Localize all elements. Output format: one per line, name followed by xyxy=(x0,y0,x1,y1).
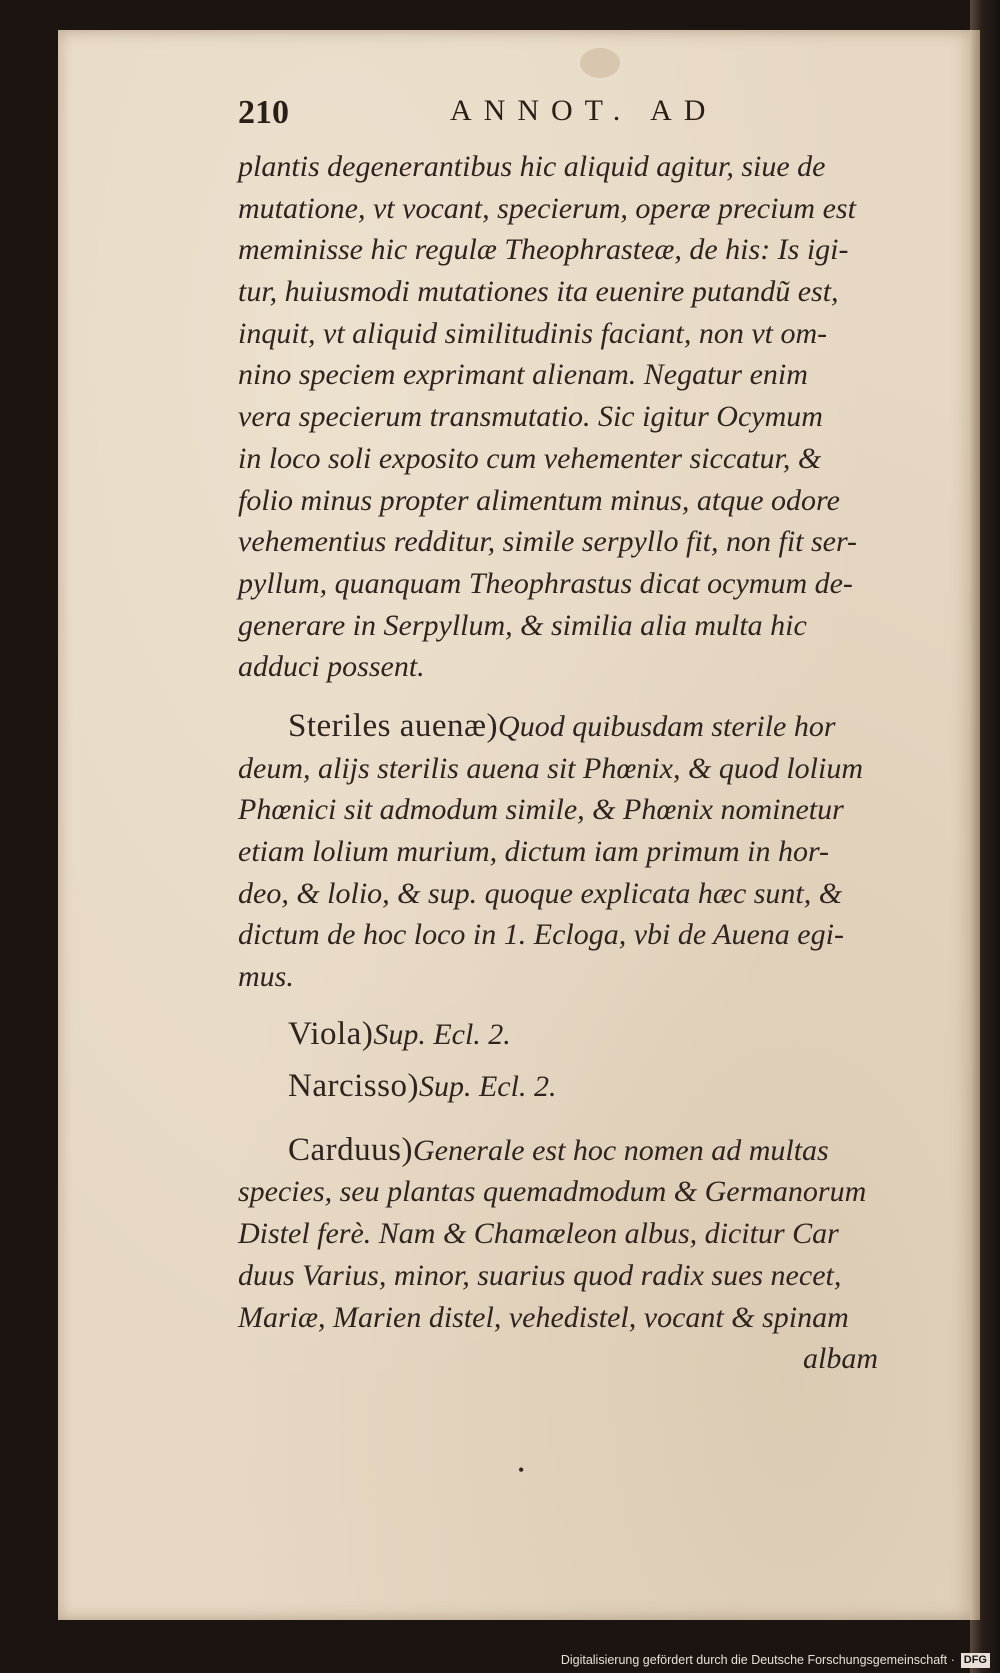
text-line: tur, huiusmodi mutationes ita euenire putandũ est, xyxy=(238,275,839,309)
text-line: mutatione, vt vocant, specierum, operæ precium est xyxy=(238,191,856,225)
page-fold xyxy=(970,30,980,1620)
text-line: etiam lolium murium, dictum iam primum in hor- xyxy=(238,835,830,868)
page-text xyxy=(238,146,898,1380)
paragraph-steriles-auenae xyxy=(238,706,898,998)
text-line: inquit, vt aliquid similitudinis faciant, non vt om- xyxy=(238,316,828,350)
entry-viola xyxy=(288,1008,898,1060)
text-line: mus. xyxy=(238,960,294,994)
lemma-viola: Viola) xyxy=(288,1015,374,1052)
text-line: generare in Serpyllum, & similia alia multa hic xyxy=(238,608,807,642)
text-line: vera specierum transmutatio. Sic igitur Ocymum xyxy=(238,400,823,434)
text-line: Phœnici sit admodum simile, & Phœnix nominetur xyxy=(238,793,844,827)
entry-first-line xyxy=(288,706,898,748)
running-head: ANNOT. AD xyxy=(450,94,718,127)
entry-text: Quod quibusdam sterile hor xyxy=(498,709,836,743)
page-header xyxy=(238,94,798,138)
text-line: duus Varius, minor, suarius quod radix sues necet, xyxy=(238,1258,842,1292)
entry-reference: Sup. Ecl. 2. xyxy=(373,1017,511,1051)
paragraph-carduus xyxy=(238,1130,898,1380)
text-line: deum, alijs sterilis auena sit Phœnix, & quod lolium xyxy=(238,751,863,785)
text-line: Mariæ, Marien distel, vehedistel, vocant & spinam xyxy=(238,1300,849,1334)
text-line: Distel ferè. Nam & Chamæleon albus, dicitur Car xyxy=(238,1217,839,1251)
entry-narcisso xyxy=(288,1060,898,1112)
text-line: nino speciem exprimant alienam. Negatur enim xyxy=(238,358,808,392)
text-line: folio minus propter alimentum minus, atque odore xyxy=(238,483,840,517)
entry-first-line xyxy=(288,1130,898,1172)
lemma-steriles-auenae: Steriles auenæ) xyxy=(288,707,499,744)
text-line: deo, & lolio, & sup. quoque explicata hæc sunt, & xyxy=(238,876,843,910)
lemma-narcisso: Narcisso) xyxy=(288,1067,419,1104)
paper-stain xyxy=(580,48,620,78)
text-line: adduci possent. xyxy=(238,650,425,684)
text-line: pyllum, quanquam Theophrastus dicat ocymum de- xyxy=(238,566,853,600)
paragraph-plantis xyxy=(238,146,898,688)
dfg-logo-icon: DFG xyxy=(961,1653,990,1668)
text-line: vehementius redditur, simile serpyllo fit, non fit ser- xyxy=(238,525,858,559)
text-line: in loco soli exposito cum vehementer siccatur, & xyxy=(238,441,822,475)
catchword: albam xyxy=(803,1342,878,1376)
page-number: 210 xyxy=(238,94,289,131)
text-line: dictum de hoc loco in 1. Ecloga, vbi de Auena egi- xyxy=(238,918,844,952)
signature-mark: • xyxy=(518,1460,525,1480)
entry-reference: Sup. Ecl. 2. xyxy=(418,1069,557,1103)
text-line: species, seu plantas quemadmodum & Germanorum xyxy=(238,1175,867,1209)
digitization-credit xyxy=(0,1648,990,1672)
text-line: meminisse hic regulæ Theophrasteæ, de his: Is igi- xyxy=(238,233,849,267)
text-line: plantis degenerantibus hic aliquid agitur, siue de xyxy=(238,150,826,183)
credit-text: Digitalisierung gefördert durch die Deutsche Forschungsgemeinschaft · xyxy=(560,1653,955,1667)
entry-text: Generale est hoc nomen ad multas xyxy=(412,1133,829,1167)
lemma-carduus: Carduus) xyxy=(288,1131,413,1168)
